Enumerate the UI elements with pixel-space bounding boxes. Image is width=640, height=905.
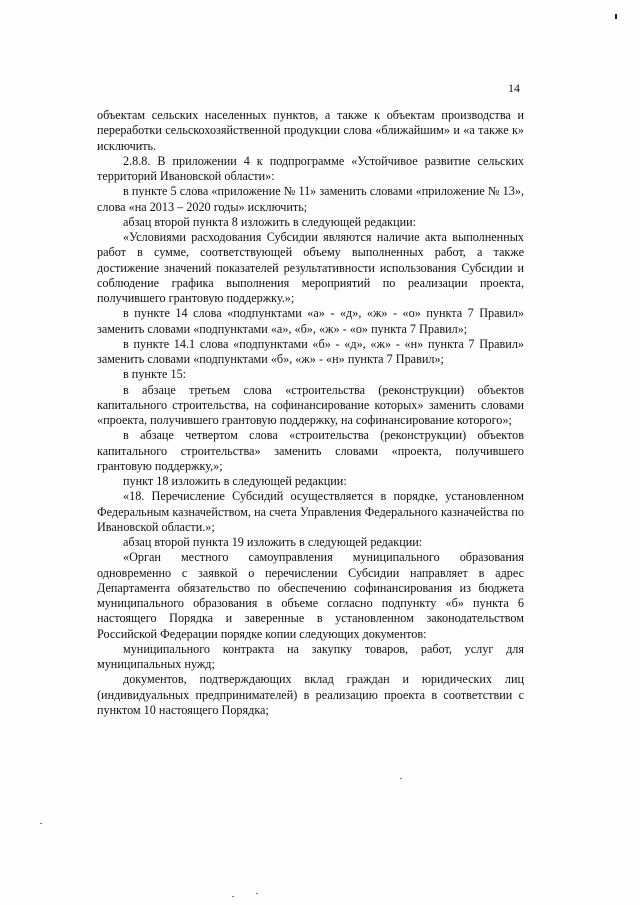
- scan-speck: [40, 823, 42, 824]
- paragraph: пункт 18 изложить в следующей редакции:: [123, 474, 347, 488]
- paragraph: в пункте 5 слова «приложение № 11» заменить словами «приложение № 13», слова «на 2013 – 2020 годы» исключить;: [97, 184, 524, 214]
- scan-speck: [232, 896, 234, 897]
- page-number: 14: [508, 81, 520, 95]
- document-body: [97, 108, 524, 718]
- scan-mark: [615, 14, 617, 19]
- paragraph: «Условиями расходования Субсидии являются наличие акта выполненных работ в сумме, соответствующей объему выполненных работ, а также достижение значений показателей результативности использования Субсидии и соблюдение графика выполнения мероприятий по реализации проекта, получившего грантовую поддержку.»;: [97, 230, 524, 305]
- paragraph: 2.8.8. В приложении 4 к подпрограмме «Устойчивое развитие сельских территорий Ивановской области»:: [97, 153, 524, 183]
- scan-speck: [400, 778, 402, 779]
- paragraph: документов, подтверждающих вклад граждан и юридических лиц (индивидуальных предпринимателей) в реализацию проекта в соответствии с пунктом 10 настоящего Порядка;: [97, 672, 524, 717]
- scan-speck: [256, 893, 258, 894]
- paragraph: «Орган местного самоуправления муниципального образования одновременно с заявкой о перечислении Субсидии направляет в адрес Департамента обязательство по обеспечению софинансирования из бюджета муниципального образования в объеме согласно подпункту «б» пункта 6 настоящего Порядка и заверенные в установленном законодательством Российской Федерации порядке копии следующих документов:: [97, 550, 524, 641]
- paragraph: объектам сельских населенных пунктов, а также к объектам производства и переработки сельскохозяйственной продукции слова «ближайшим» и «а также к» исключить.: [97, 108, 524, 153]
- paragraph: «18. Перечисление Субсидий осуществляется в порядке, установленном Федеральным казначейством, на счета Управления Федерального казначейства по Ивановской области.»;: [97, 489, 524, 534]
- paragraph: абзац второй пункта 8 изложить в следующей редакции:: [123, 214, 417, 229]
- paragraph: в пункте 15:: [123, 367, 187, 382]
- paragraph: в абзаце третьем слова «строительства (реконструкции) объектов капитального строительства, на софинансирование которых» заменить словами «проекта, получившего грантовую поддержку, на софинансирование которого»;: [97, 382, 524, 427]
- paragraph: в пункте 14 слова «подпунктами «а» - «д», «ж» - «о» пункта 7 Правил» заменить словами «подпунктами «а», «б», «ж» - «о» пункта 7 Правил»;: [97, 306, 524, 336]
- paragraph: муниципального контракта на закупку товаров, работ, услуг для муниципальных нужд;: [97, 641, 524, 671]
- paragraph: в пункте 14.1 слова «подпунктами «б» - «д», «ж» - «н» пункта 7 Правил» заменить словами «подпунктами «б», «ж» - «н» пункта 7 Правил»;: [97, 336, 524, 366]
- paragraph: абзац второй пункта 19 изложить в следующей редакции:: [123, 535, 423, 549]
- paragraph: в абзаце четвертом слова «строительства (реконструкции) объектов капитального строительства» заменить словами «проекта, получившего грантовую поддержку,»;: [97, 428, 524, 473]
